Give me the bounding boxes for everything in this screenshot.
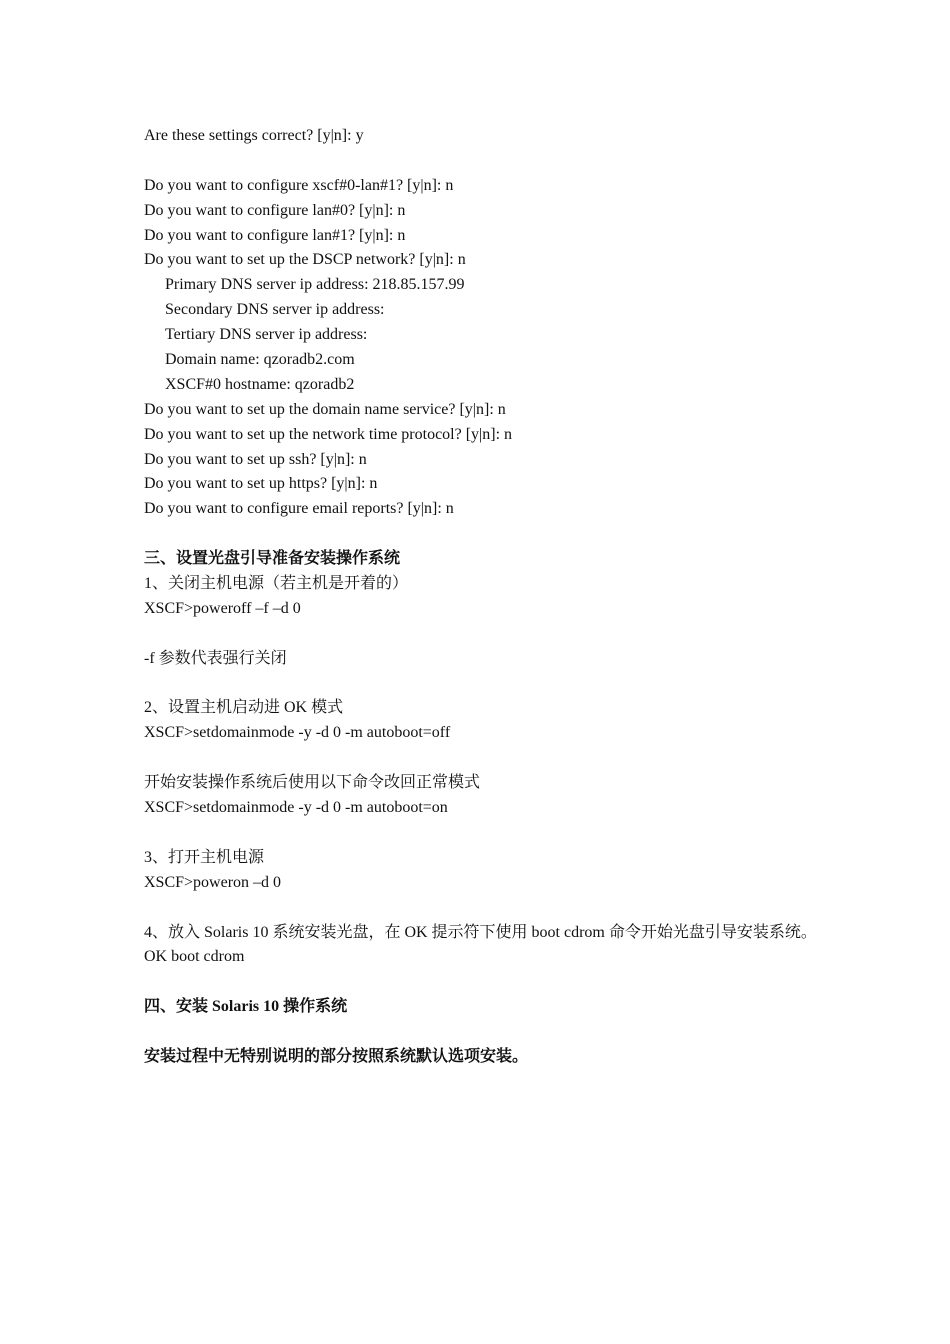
section4-note: 安装过程中无特别说明的部分按照系统默认选项安装。 [144,1047,529,1065]
blank-line [144,821,824,846]
section4-heading: 四、安装 Solaris 10 操作系统 [144,998,348,1016]
blank-line [144,896,824,921]
step1-text: 1、关闭主机电源（若主机是开着的） [144,575,409,593]
setup-https-line: Do you want to set up https? [y|n]: n [144,475,378,493]
blank-line [144,1020,824,1045]
step4-text: 4、放入 Solaris 10 系统安装光盘，在 OK 提示符下使用 boot cdrom 命令开始光盘引导安装系统。 [144,923,817,941]
blank-line [144,746,824,771]
setup-dns-service-line: Do you want to set up the domain name service? [y|n]: n [144,400,506,418]
step1-note: -f 参数代表强行关闭 [144,649,287,667]
secondary-dns-line: Secondary DNS server ip address: [165,301,385,319]
step2-restore-command: XSCF>setdomainmode -y -d 0 -m autoboot=on [144,799,448,817]
configure-lan0-line: Do you want to configure lan#0? [y|n]: n [144,201,406,219]
blank-line [144,970,824,995]
step2-text: 2、设置主机启动进 OK 模式 [144,699,344,717]
step3-text: 3、打开主机电源 [144,848,265,866]
step2-note: 开始安装操作系统后使用以下命令改回正常模式 [144,774,481,792]
section3-heading: 三、设置光盘引导准备安装操作系统 [144,550,401,568]
configure-lan1-line: Do you want to configure lan#1? [y|n]: n [144,226,406,244]
setup-ssh-line: Do you want to set up ssh? [y|n]: n [144,450,367,468]
blank-line [144,672,824,697]
xscf-hostname-line: XSCF#0 hostname: qzoradb2 [165,375,355,393]
configure-email-line: Do you want to configure email reports? [y|n]: n [144,500,454,518]
setup-ntp-line: Do you want to set up the network time protocol? [y|n]: n [144,425,513,443]
document-body [144,124,824,1070]
blank-line [144,522,824,547]
step1-command: XSCF>poweroff –f –d 0 [144,599,301,617]
domain-name-line: Domain name: qzoradb2.com [165,351,355,369]
confirm-settings-line: Are these settings correct? [y|n]: y [144,127,364,144]
step3-command: XSCF>poweron –d 0 [144,873,282,891]
configure-xscf-lan1-line: Do you want to configure xscf#0-lan#1? [y|n]: n [144,176,454,194]
tertiary-dns-line: Tertiary DNS server ip address: [165,326,368,344]
blank-line [144,622,824,647]
setup-dscp-line: Do you want to set up the DSCP network? [y|n]: n [144,251,466,269]
primary-dns-line: Primary DNS server ip address: 218.85.157.99 [165,276,465,294]
step2-command: XSCF>setdomainmode -y -d 0 -m autoboot=off [144,724,451,742]
blank-line [144,149,824,174]
step4-command: OK boot cdrom [144,948,245,966]
